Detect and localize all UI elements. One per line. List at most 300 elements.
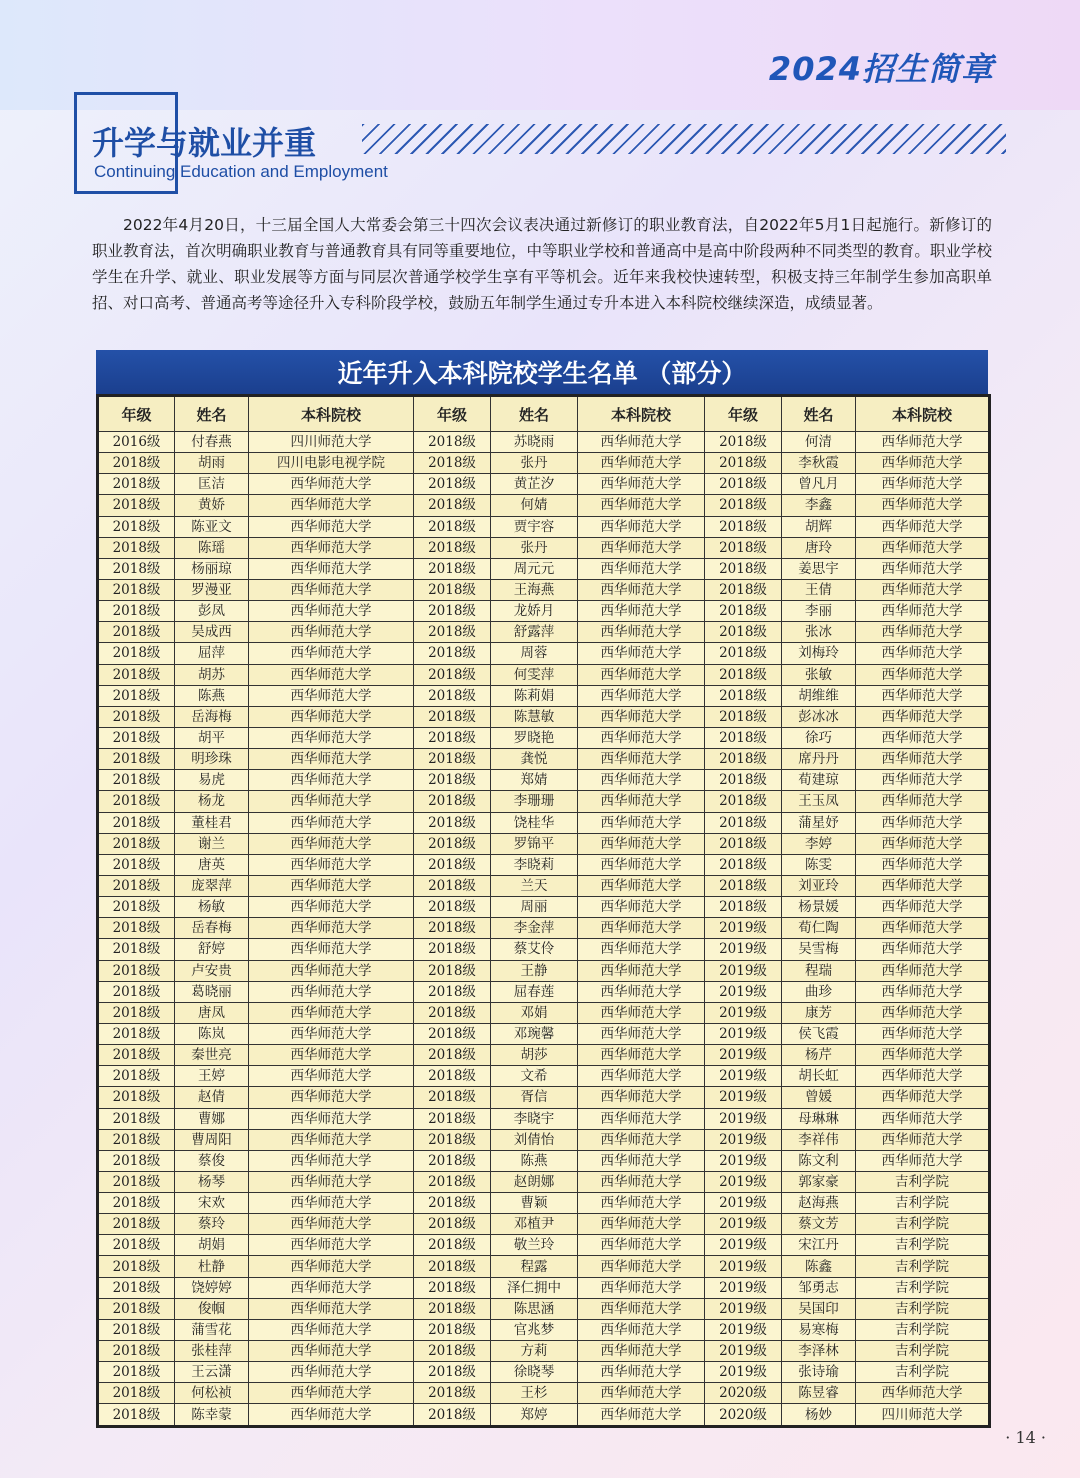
cell-name: 王倩 — [782, 579, 856, 600]
cell-grade: 2018级 — [414, 854, 491, 875]
cell-grade: 2019级 — [705, 960, 782, 981]
cell-university: 四川师范大学 — [249, 432, 414, 453]
cell-university: 西华师范大学 — [578, 1319, 705, 1340]
cell-grade: 2018级 — [705, 749, 782, 770]
cell-grade: 2018级 — [414, 833, 491, 854]
cell-name: 徐巧 — [782, 727, 856, 748]
cell-name: 王玉凤 — [782, 791, 856, 812]
table-row — [98, 558, 990, 579]
cell-name: 姜思宇 — [782, 558, 856, 579]
cell-university: 西华师范大学 — [578, 749, 705, 770]
header-name: 姓名 — [491, 396, 578, 432]
table-row — [98, 1193, 990, 1214]
table-row — [98, 875, 990, 896]
cell-grade: 2019级 — [705, 1108, 782, 1129]
cell-name: 程瑞 — [782, 960, 856, 981]
cell-university: 西华师范大学 — [578, 1066, 705, 1087]
cell-name: 何松祯 — [175, 1383, 249, 1404]
cell-grade: 2018级 — [705, 791, 782, 812]
cell-university: 西华师范大学 — [856, 1066, 990, 1087]
cell-name: 李婷 — [782, 833, 856, 854]
cell-name: 蒲雪花 — [175, 1319, 249, 1340]
cell-grade: 2018级 — [414, 1023, 491, 1044]
cell-university: 四川电影电视学院 — [249, 453, 414, 474]
cell-university: 西华师范大学 — [249, 1319, 414, 1340]
cell-university: 西华师范大学 — [249, 1193, 414, 1214]
table-row — [98, 1319, 990, 1340]
table-row — [98, 516, 990, 537]
cell-university: 西华师范大学 — [578, 474, 705, 495]
cell-name: 徐晓琴 — [491, 1362, 578, 1383]
cell-university: 西华师范大学 — [856, 981, 990, 1002]
cell-university: 西华师范大学 — [249, 495, 414, 516]
table-row — [98, 981, 990, 1002]
cell-name: 周丽 — [491, 897, 578, 918]
table-row — [98, 579, 990, 600]
cell-university: 西华师范大学 — [249, 558, 414, 579]
cell-name: 秦世亮 — [175, 1045, 249, 1066]
cell-grade: 2019级 — [705, 1298, 782, 1319]
cell-university: 西华师范大学 — [856, 1150, 990, 1171]
cell-university: 西华师范大学 — [578, 1108, 705, 1129]
cell-university: 西华师范大学 — [856, 918, 990, 939]
cell-grade: 2018级 — [414, 1171, 491, 1192]
cell-name: 程露 — [491, 1256, 578, 1277]
cell-grade: 2018级 — [414, 495, 491, 516]
cell-university: 西华师范大学 — [856, 770, 990, 791]
cell-grade: 2018级 — [98, 1171, 175, 1192]
cell-university: 西华师范大学 — [856, 749, 990, 770]
cell-grade: 2018级 — [98, 1023, 175, 1044]
cell-university: 西华师范大学 — [578, 1383, 705, 1404]
cell-name: 张冰 — [782, 622, 856, 643]
cell-name: 吴国印 — [782, 1298, 856, 1319]
cell-grade: 2018级 — [98, 854, 175, 875]
cell-name: 李秋霞 — [782, 453, 856, 474]
cell-grade: 2019级 — [705, 1171, 782, 1192]
brochure-title: 2024招生简章 — [768, 50, 994, 88]
cell-university: 西华师范大学 — [249, 1023, 414, 1044]
cell-name: 李丽 — [782, 601, 856, 622]
cell-university: 西华师范大学 — [578, 981, 705, 1002]
cell-university: 西华师范大学 — [249, 1362, 414, 1383]
cell-university: 西华师范大学 — [578, 791, 705, 812]
cell-university: 西华师范大学 — [249, 727, 414, 748]
cell-university: 西华师范大学 — [856, 579, 990, 600]
table-row — [98, 601, 990, 622]
cell-grade: 2018级 — [98, 833, 175, 854]
cell-grade: 2018级 — [414, 1193, 491, 1214]
cell-name: 曹娜 — [175, 1108, 249, 1129]
cell-university: 西华师范大学 — [578, 1256, 705, 1277]
cell-university: 吉利学院 — [856, 1319, 990, 1340]
cell-university: 西华师范大学 — [578, 770, 705, 791]
cell-grade: 2019级 — [705, 1066, 782, 1087]
cell-grade: 2018级 — [705, 453, 782, 474]
cell-grade: 2018级 — [414, 939, 491, 960]
table-row — [98, 812, 990, 833]
cell-grade: 2018级 — [98, 939, 175, 960]
cell-grade: 2018级 — [98, 897, 175, 918]
cell-university: 吉利学院 — [856, 1193, 990, 1214]
cell-grade: 2018级 — [705, 706, 782, 727]
cell-grade: 2018级 — [414, 791, 491, 812]
cell-grade: 2018级 — [414, 1150, 491, 1171]
cell-university: 吉利学院 — [856, 1362, 990, 1383]
cell-grade: 2018级 — [414, 1108, 491, 1129]
cell-university: 西华师范大学 — [578, 537, 705, 558]
cell-name: 李祥伟 — [782, 1129, 856, 1150]
cell-name: 杨琴 — [175, 1171, 249, 1192]
cell-name: 郑婧 — [491, 770, 578, 791]
cell-university: 西华师范大学 — [578, 601, 705, 622]
intro-paragraph: 2022年4月20日，十三届全国人大常委会第三十四次会议表决通过新修订的职业教育法，自2022年5月1日起施行。新修订的职业教育法，首次明确职业教育与普通教育具有同等重要地位，中等职业学校和普通高中是高中阶段两种不同类型的教育。职业学校学生在升学、就业、职业发展等方面与同层次普通学校学生享有平等机会。近年来我校快速转型，积极支持三年制学生参加高职单招、对口高考、普通高考等途径升入专科阶段学校，鼓励五年制学生通过专升本进入本科院校继续深造，成绩显著。 — [92, 216, 992, 312]
cell-university: 西华师范大学 — [856, 1023, 990, 1044]
cell-university: 西华师范大学 — [578, 558, 705, 579]
cell-name: 陈鑫 — [782, 1256, 856, 1277]
table-header-row — [98, 396, 990, 432]
cell-university: 西华师范大学 — [249, 918, 414, 939]
cell-grade: 2019级 — [705, 1129, 782, 1150]
cell-university: 西华师范大学 — [249, 960, 414, 981]
cell-grade: 2018级 — [414, 1341, 491, 1362]
cell-grade: 2018级 — [705, 516, 782, 537]
cell-university: 西华师范大学 — [578, 495, 705, 516]
cell-name: 蒲星妤 — [782, 812, 856, 833]
page-number: · 14 · — [1005, 1428, 1046, 1447]
cell-name: 龙娇月 — [491, 601, 578, 622]
cell-name: 郭家豪 — [782, 1171, 856, 1192]
cell-grade: 2018级 — [98, 918, 175, 939]
table-row — [98, 432, 990, 453]
cell-grade: 2018级 — [414, 981, 491, 1002]
cell-university: 西华师范大学 — [578, 1362, 705, 1383]
cell-grade: 2020级 — [705, 1404, 782, 1426]
cell-name: 胡娟 — [175, 1235, 249, 1256]
cell-university: 西华师范大学 — [578, 664, 705, 685]
cell-grade: 2018级 — [414, 1129, 491, 1150]
cell-grade: 2018级 — [414, 1045, 491, 1066]
cell-name: 岳春梅 — [175, 918, 249, 939]
cell-name: 唐玲 — [782, 537, 856, 558]
cell-university: 西华师范大学 — [249, 791, 414, 812]
cell-university: 西华师范大学 — [578, 854, 705, 875]
cell-grade: 2018级 — [705, 727, 782, 748]
cell-university: 西华师范大学 — [856, 474, 990, 495]
cell-university: 西华师范大学 — [249, 1277, 414, 1298]
cell-grade: 2018级 — [705, 875, 782, 896]
cell-university: 西华师范大学 — [249, 897, 414, 918]
cell-name: 王海燕 — [491, 579, 578, 600]
cell-university: 西华师范大学 — [249, 1108, 414, 1129]
cell-name: 胡苏 — [175, 664, 249, 685]
cell-grade: 2018级 — [98, 1087, 175, 1108]
cell-grade: 2018级 — [98, 643, 175, 664]
cell-name: 付春燕 — [175, 432, 249, 453]
cell-name: 贾宇容 — [491, 516, 578, 537]
cell-grade: 2019级 — [705, 1214, 782, 1235]
cell-name: 岳海梅 — [175, 706, 249, 727]
cell-name: 张敏 — [782, 664, 856, 685]
cell-name: 敬兰玲 — [491, 1235, 578, 1256]
cell-name: 龚悦 — [491, 749, 578, 770]
cell-grade: 2018级 — [98, 685, 175, 706]
cell-university: 西华师范大学 — [249, 1341, 414, 1362]
cell-name: 陈幸蒙 — [175, 1404, 249, 1426]
table-row — [98, 1150, 990, 1171]
cell-name: 饶婷婷 — [175, 1277, 249, 1298]
cell-name: 何雯萍 — [491, 664, 578, 685]
cell-name: 张丹 — [491, 453, 578, 474]
table-row — [98, 1066, 990, 1087]
cell-grade: 2018级 — [414, 1319, 491, 1340]
cell-university: 西华师范大学 — [856, 875, 990, 896]
cell-name: 吴成西 — [175, 622, 249, 643]
cell-grade: 2016级 — [98, 432, 175, 453]
cell-grade: 2018级 — [98, 664, 175, 685]
table-row — [98, 1383, 990, 1404]
cell-university: 西华师范大学 — [578, 685, 705, 706]
cell-grade: 2018级 — [414, 1087, 491, 1108]
cell-name: 陈慧敏 — [491, 706, 578, 727]
cell-grade: 2018级 — [414, 918, 491, 939]
cell-name: 李鑫 — [782, 495, 856, 516]
cell-grade: 2018级 — [414, 579, 491, 600]
cell-university: 西华师范大学 — [578, 918, 705, 939]
cell-university: 西华师范大学 — [249, 1066, 414, 1087]
cell-university: 西华师范大学 — [856, 939, 990, 960]
cell-name: 周蓉 — [491, 643, 578, 664]
cell-university: 西华师范大学 — [249, 1235, 414, 1256]
cell-name: 邓植尹 — [491, 1214, 578, 1235]
cell-grade: 2018级 — [98, 1193, 175, 1214]
cell-grade: 2018级 — [98, 875, 175, 896]
cell-grade: 2018级 — [98, 622, 175, 643]
cell-university: 吉利学院 — [856, 1214, 990, 1235]
cell-grade: 2018级 — [414, 558, 491, 579]
cell-grade: 2018级 — [98, 1256, 175, 1277]
cell-grade: 2019级 — [705, 1256, 782, 1277]
cell-university: 西华师范大学 — [856, 1383, 990, 1404]
cell-university: 西华师范大学 — [578, 1129, 705, 1150]
cell-university: 西华师范大学 — [249, 854, 414, 875]
header-name: 姓名 — [782, 396, 856, 432]
cell-university: 西华师范大学 — [249, 516, 414, 537]
cell-name: 宋欢 — [175, 1193, 249, 1214]
cell-name: 陈岚 — [175, 1023, 249, 1044]
table-row — [98, 1087, 990, 1108]
cell-name: 胡维维 — [782, 685, 856, 706]
cell-university: 西华师范大学 — [856, 453, 990, 474]
cell-university: 吉利学院 — [856, 1235, 990, 1256]
cell-university: 西华师范大学 — [578, 516, 705, 537]
cell-grade: 2018级 — [414, 1066, 491, 1087]
cell-university: 西华师范大学 — [249, 664, 414, 685]
cell-name: 李金萍 — [491, 918, 578, 939]
cell-university: 西华师范大学 — [249, 1171, 414, 1192]
cell-name: 刘梅玲 — [782, 643, 856, 664]
cell-university: 吉利学院 — [856, 1298, 990, 1319]
cell-university: 西华师范大学 — [249, 812, 414, 833]
cell-name: 苏晓雨 — [491, 432, 578, 453]
cell-name: 蔡俊 — [175, 1150, 249, 1171]
cell-grade: 2018级 — [98, 1319, 175, 1340]
cell-grade: 2018级 — [705, 897, 782, 918]
cell-name: 卢安贵 — [175, 960, 249, 981]
cell-grade: 2018级 — [98, 1404, 175, 1426]
cell-university: 西华师范大学 — [249, 706, 414, 727]
cell-university: 西华师范大学 — [856, 664, 990, 685]
cell-grade: 2019级 — [705, 1150, 782, 1171]
table-row — [98, 770, 990, 791]
cell-name: 李珊珊 — [491, 791, 578, 812]
cell-name: 陈雯 — [782, 854, 856, 875]
cell-university: 西华师范大学 — [856, 1002, 990, 1023]
cell-university: 西华师范大学 — [249, 875, 414, 896]
cell-grade: 2018级 — [98, 579, 175, 600]
cell-grade: 2018级 — [414, 643, 491, 664]
cell-grade: 2018级 — [98, 537, 175, 558]
cell-grade: 2018级 — [98, 1066, 175, 1087]
cell-name: 杨芹 — [782, 1045, 856, 1066]
cell-name: 曾媛 — [782, 1087, 856, 1108]
cell-name: 匡洁 — [175, 474, 249, 495]
cell-name: 陈思涵 — [491, 1298, 578, 1319]
cell-university: 西华师范大学 — [856, 1087, 990, 1108]
cell-grade: 2019级 — [705, 1362, 782, 1383]
cell-grade: 2018级 — [414, 875, 491, 896]
table-row — [98, 537, 990, 558]
cell-name: 王静 — [491, 960, 578, 981]
table-row — [98, 1108, 990, 1129]
cell-name: 杨景媛 — [782, 897, 856, 918]
cell-university: 西华师范大学 — [249, 622, 414, 643]
cell-grade: 2018级 — [414, 770, 491, 791]
cell-grade: 2018级 — [705, 579, 782, 600]
table-row — [98, 1129, 990, 1150]
cell-grade: 2018级 — [705, 432, 782, 453]
cell-university: 西华师范大学 — [249, 1002, 414, 1023]
cell-name: 陈昱睿 — [782, 1383, 856, 1404]
cell-grade: 2018级 — [98, 1383, 175, 1404]
cell-grade: 2018级 — [705, 601, 782, 622]
cell-grade: 2018级 — [98, 1341, 175, 1362]
cell-university: 西华师范大学 — [578, 812, 705, 833]
cell-grade: 2018级 — [414, 706, 491, 727]
cell-university: 吉利学院 — [856, 1341, 990, 1362]
cell-university: 西华师范大学 — [249, 1129, 414, 1150]
cell-name: 胡雨 — [175, 453, 249, 474]
cell-grade: 2018级 — [98, 727, 175, 748]
cell-university: 西华师范大学 — [578, 622, 705, 643]
table-row — [98, 453, 990, 474]
cell-grade: 2018级 — [414, 1277, 491, 1298]
cell-university: 西华师范大学 — [856, 812, 990, 833]
cell-name: 杨敏 — [175, 897, 249, 918]
cell-grade: 2018级 — [98, 474, 175, 495]
cell-grade: 2019级 — [705, 1277, 782, 1298]
cell-university: 西华师范大学 — [578, 1193, 705, 1214]
header-university: 本科院校 — [856, 396, 990, 432]
section-title: 升学与就业并重 — [92, 124, 317, 162]
cell-grade: 2018级 — [98, 706, 175, 727]
cell-grade: 2018级 — [98, 495, 175, 516]
cell-name: 康芳 — [782, 1002, 856, 1023]
cell-name: 黄娇 — [175, 495, 249, 516]
cell-name: 席丹丹 — [782, 749, 856, 770]
cell-name: 蔡玲 — [175, 1214, 249, 1235]
cell-name: 何婧 — [491, 495, 578, 516]
cell-university: 西华师范大学 — [578, 875, 705, 896]
cell-name: 泽仁拥中 — [491, 1277, 578, 1298]
table-row — [98, 1214, 990, 1235]
cell-grade: 2018级 — [98, 770, 175, 791]
cell-name: 胡长虹 — [782, 1066, 856, 1087]
cell-grade: 2019级 — [705, 918, 782, 939]
cell-name: 王婷 — [175, 1066, 249, 1087]
cell-name: 罗晓艳 — [491, 727, 578, 748]
cell-university: 西华师范大学 — [856, 643, 990, 664]
cell-university: 西华师范大学 — [856, 791, 990, 812]
cell-name: 庞翠萍 — [175, 875, 249, 896]
cell-grade: 2018级 — [414, 1383, 491, 1404]
cell-grade: 2018级 — [414, 1362, 491, 1383]
cell-university: 西华师范大学 — [578, 727, 705, 748]
cell-grade: 2018级 — [98, 1235, 175, 1256]
cell-grade: 2019级 — [705, 981, 782, 1002]
cell-grade: 2018级 — [705, 770, 782, 791]
cell-name: 黄芷汐 — [491, 474, 578, 495]
cell-name: 侯飞霞 — [782, 1023, 856, 1044]
cell-name: 舒婷 — [175, 939, 249, 960]
cell-name: 杨妙 — [782, 1404, 856, 1426]
cell-university: 西华师范大学 — [249, 1045, 414, 1066]
cell-grade: 2018级 — [414, 432, 491, 453]
cell-university: 西华师范大学 — [856, 897, 990, 918]
cell-grade: 2019级 — [705, 1193, 782, 1214]
cell-university: 西华师范大学 — [249, 474, 414, 495]
cell-grade: 2018级 — [98, 1214, 175, 1235]
cell-name: 邹勇志 — [782, 1277, 856, 1298]
cell-name: 荀仁陶 — [782, 918, 856, 939]
cell-name: 陈燕 — [175, 685, 249, 706]
cell-grade: 2018级 — [414, 453, 491, 474]
cell-grade: 2018级 — [414, 664, 491, 685]
cell-university: 西华师范大学 — [249, 579, 414, 600]
cell-university: 西华师范大学 — [249, 1256, 414, 1277]
cell-university: 西华师范大学 — [856, 727, 990, 748]
cell-university: 西华师范大学 — [578, 1171, 705, 1192]
cell-name: 文希 — [491, 1066, 578, 1087]
cell-grade: 2018级 — [98, 1002, 175, 1023]
cell-name: 张桂萍 — [175, 1341, 249, 1362]
cell-name: 赵朗娜 — [491, 1171, 578, 1192]
cell-grade: 2018级 — [414, 749, 491, 770]
cell-name: 王云潇 — [175, 1362, 249, 1383]
cell-university: 西华师范大学 — [856, 854, 990, 875]
cell-university: 西华师范大学 — [249, 1383, 414, 1404]
cell-name: 李泽林 — [782, 1341, 856, 1362]
cell-university: 西华师范大学 — [249, 981, 414, 1002]
cell-grade: 2018级 — [705, 622, 782, 643]
cell-university: 西华师范大学 — [578, 833, 705, 854]
cell-university: 西华师范大学 — [578, 1277, 705, 1298]
cell-name: 胡平 — [175, 727, 249, 748]
cell-grade: 2018级 — [414, 474, 491, 495]
cell-university: 西华师范大学 — [856, 537, 990, 558]
cell-university: 西华师范大学 — [856, 960, 990, 981]
cell-university: 西华师范大学 — [578, 1087, 705, 1108]
